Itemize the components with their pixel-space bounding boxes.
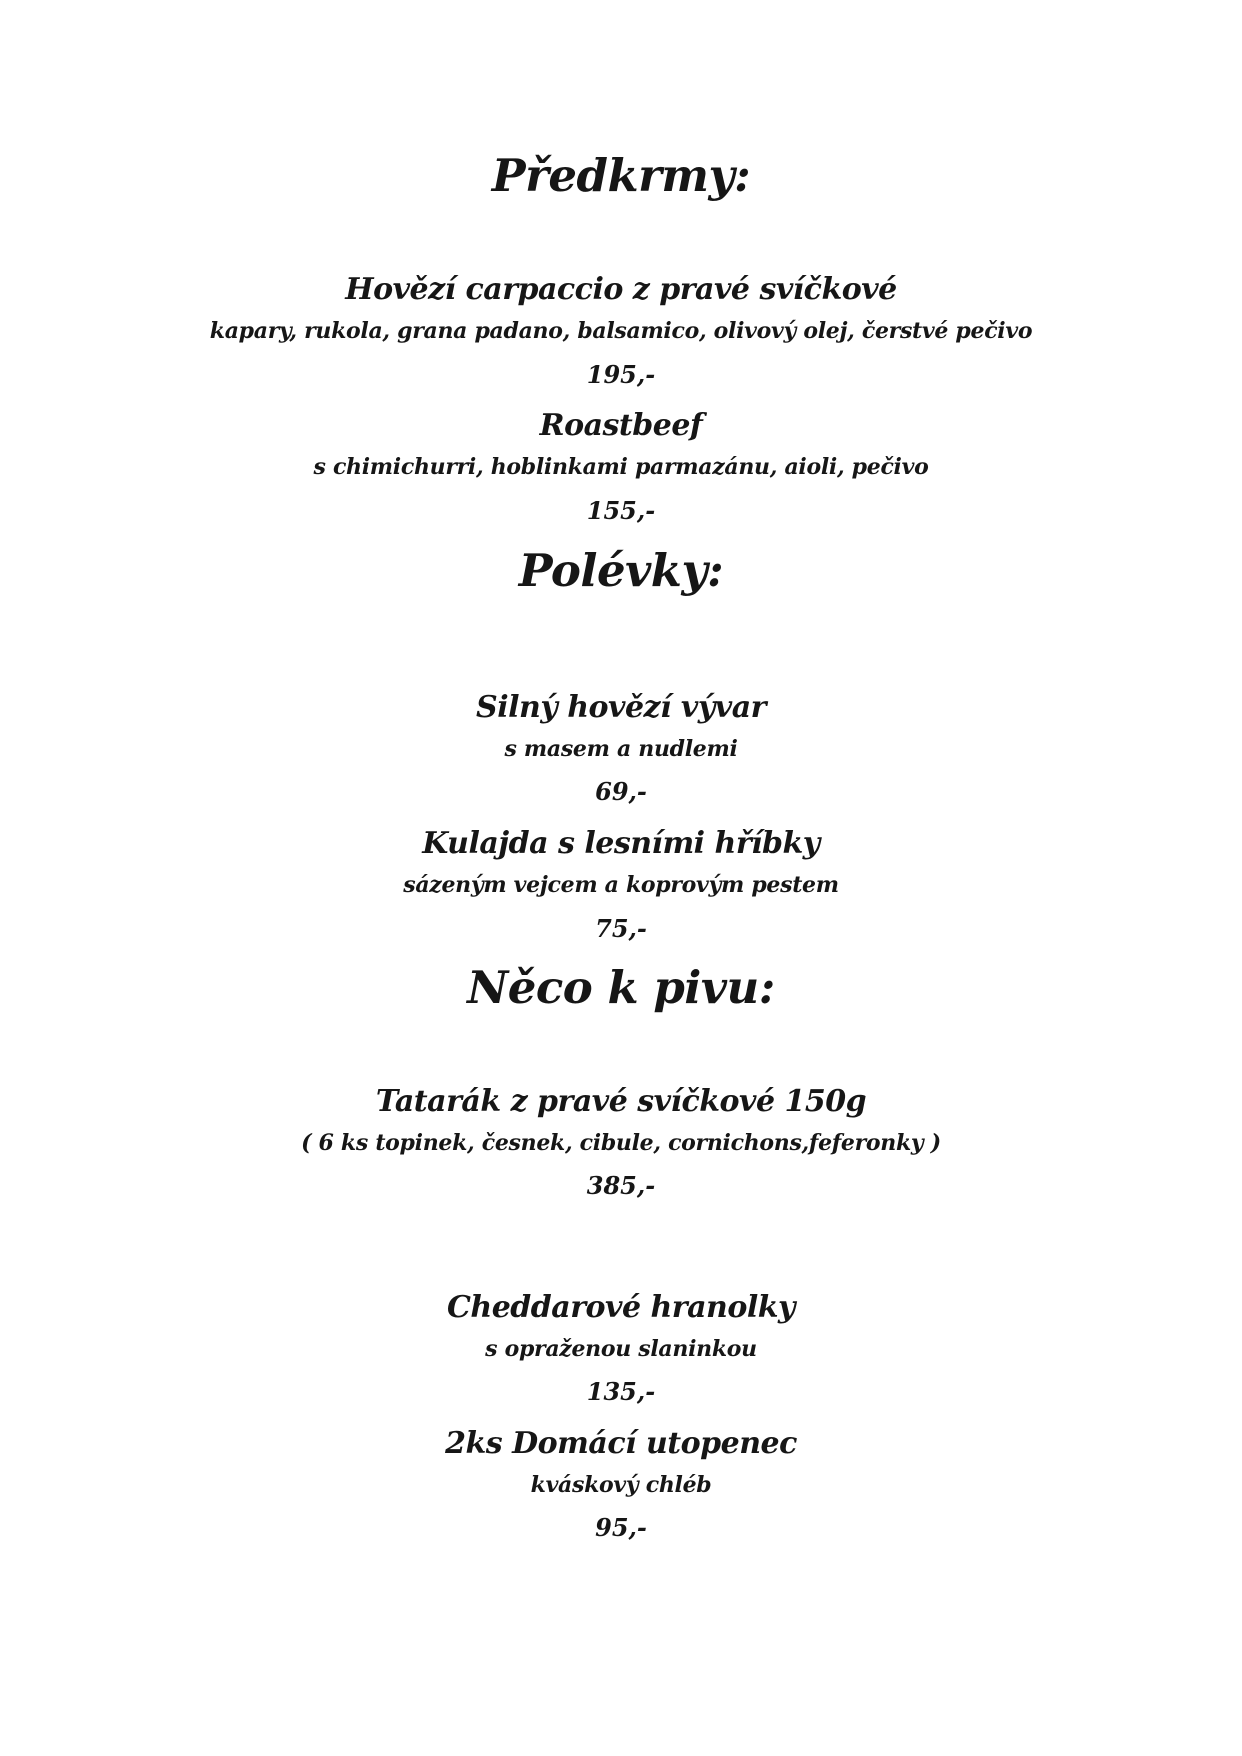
item-price: 135,- — [586, 1377, 656, 1407]
item-description: s masem a nudlemi — [504, 735, 738, 762]
item-name: Tatarák z pravé svíčkové 150g — [375, 1083, 867, 1119]
item-description: s opraženou slaninkou — [485, 1335, 757, 1362]
menu-item — [0, 688, 1242, 806]
item-name: Roastbeef — [539, 408, 703, 444]
menu-item — [0, 824, 1242, 942]
menu-item — [0, 270, 1242, 388]
menu-section-neco-k-pivu — [0, 960, 1242, 1542]
item-description: kváskový chléb — [530, 1471, 712, 1498]
item-name: Cheddarové hranolky — [447, 1289, 795, 1325]
item-price: 95,- — [595, 1513, 647, 1543]
item-name: Hovězí carpaccio z pravé svíčkové — [345, 272, 897, 308]
item-price: 75,- — [595, 913, 647, 943]
item-name: Kulajda s lesními hříbky — [422, 826, 820, 862]
item-name: Silný hovězí vývar — [476, 689, 766, 725]
menu-item — [0, 1288, 1242, 1406]
section-title: Předkrmy: — [491, 149, 751, 202]
item-name: 2ks Domácí utopenec — [445, 1425, 797, 1461]
menu-section-predkrmy — [0, 148, 1242, 525]
item-price: 69,- — [595, 777, 647, 807]
menu-item — [0, 1082, 1242, 1200]
item-description: s chimichurri, hoblinkami parmazánu, aioli, pečivo — [313, 454, 929, 481]
menu-item — [0, 406, 1242, 524]
section-title: Polévky: — [518, 543, 724, 597]
item-price: 155,- — [586, 496, 656, 526]
menu-section-polevky — [0, 543, 1242, 943]
item-price: 385,- — [586, 1171, 656, 1201]
item-price: 195,- — [586, 359, 656, 389]
item-description: sázeným vejcem a koprovým pestem — [403, 872, 839, 899]
section-title: Něco k pivu: — [467, 961, 775, 1015]
item-description: kapary, rukola, grana padano, balsamico, olivový olej, čerstvé pečivo — [209, 318, 1033, 345]
menu-item — [0, 1424, 1242, 1542]
item-description: ( 6 ks topinek, česnek, cibule, cornichons,feferonky ) — [301, 1129, 941, 1156]
